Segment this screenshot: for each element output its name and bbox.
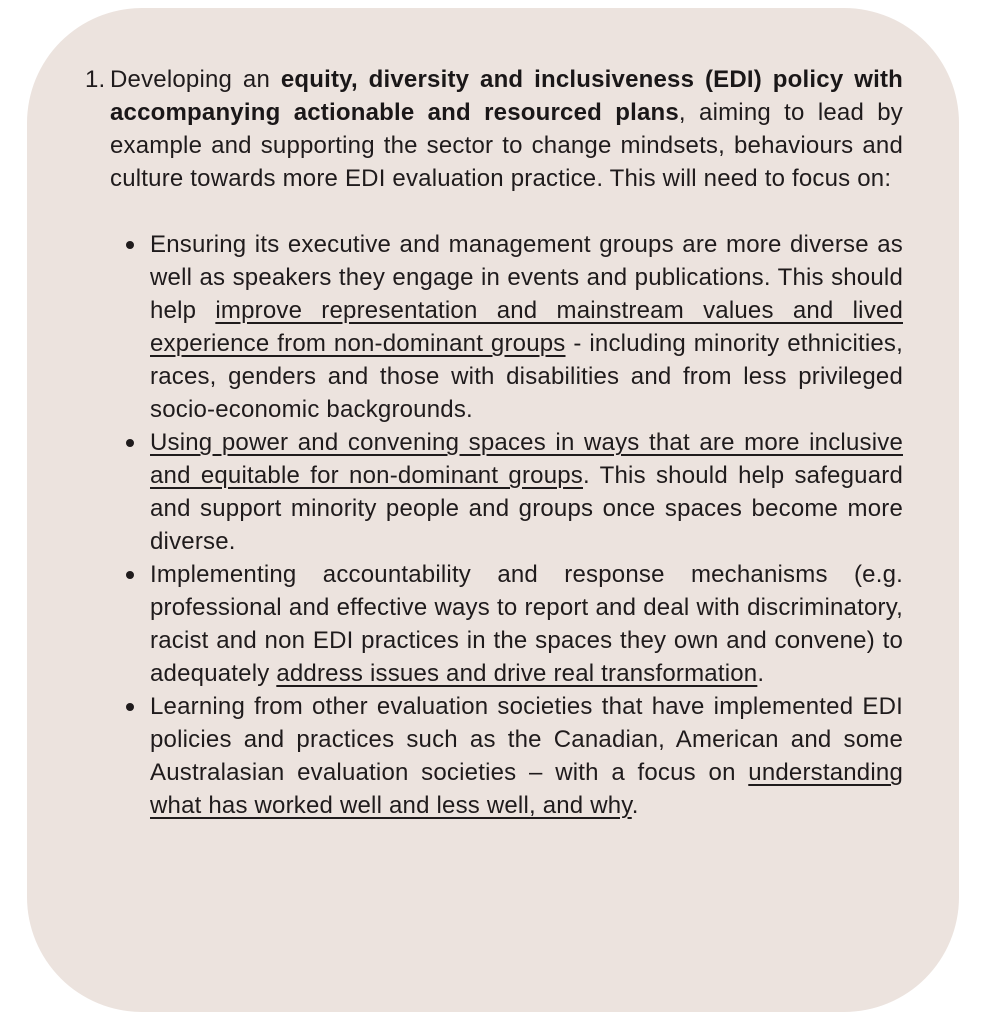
bullet-marker-icon bbox=[126, 241, 134, 249]
bullet-item-learning bbox=[110, 690, 903, 822]
bullet-text-pre: Ensuring its executive and management groups are more diverse as well as speakers they engage in events and publications. This should help bbox=[150, 231, 903, 324]
intro-text-start: Developing an bbox=[110, 66, 281, 93]
bullet-text-post: . This should help safeguard and support minority people and groups once spaces become more diverse. bbox=[150, 462, 903, 555]
bullet-text-underlined: improve representation and mainstream values and lived experience from non-dominant groups bbox=[150, 297, 903, 357]
bullet-list bbox=[110, 228, 903, 822]
intro-text-end: , aiming to lead by example and supporting the sector to change mindsets, behaviours and culture towards more EDI evaluation practice. This will need to focus on: bbox=[110, 99, 903, 192]
intro-text-bold: equity, diversity and inclusiveness (EDI) policy with accompanying actionable and resourced plans bbox=[110, 66, 903, 126]
bullet-item-accountability bbox=[110, 558, 903, 690]
bullet-text-underlined: Using power and convening spaces in ways that are more inclusive and equitable for non-dominant groups bbox=[150, 429, 903, 489]
list-item-number: 1. bbox=[85, 66, 106, 93]
numbered-list-item bbox=[85, 63, 903, 822]
bullet-text-underlined: address issues and drive real transformation bbox=[276, 660, 758, 687]
bullet-text-post: . bbox=[631, 792, 639, 819]
bullet-text-post: - including minority ethnicities, races, genders and those with disabilities and from less privileged socio-economic backgrounds. bbox=[150, 330, 904, 423]
bullet-item-power-spaces bbox=[110, 426, 903, 558]
bullet-text-pre: Learning from other evaluation societies that have implemented EDI policies and practices such as the Canadian, American and some Australasian evaluation societies – with a focus on bbox=[150, 693, 903, 786]
bullet-text-post: . bbox=[757, 660, 765, 687]
bullet-text-pre: Implementing accountability and response mechanisms (e.g. professional and effective ways to report and deal with discriminatory, racist and non EDI practices in the spaces they own and convene) to adequately bbox=[150, 561, 903, 687]
list-item-body bbox=[110, 63, 903, 822]
bullet-item-representation bbox=[110, 228, 903, 426]
intro-paragraph bbox=[110, 63, 903, 195]
bullet-marker-icon bbox=[126, 571, 134, 579]
bullet-marker-icon bbox=[126, 439, 134, 447]
bullet-text-underlined: understanding what has worked well and less well, and why bbox=[150, 759, 903, 819]
bullet-marker-icon bbox=[126, 703, 134, 711]
content-card bbox=[27, 8, 959, 1012]
